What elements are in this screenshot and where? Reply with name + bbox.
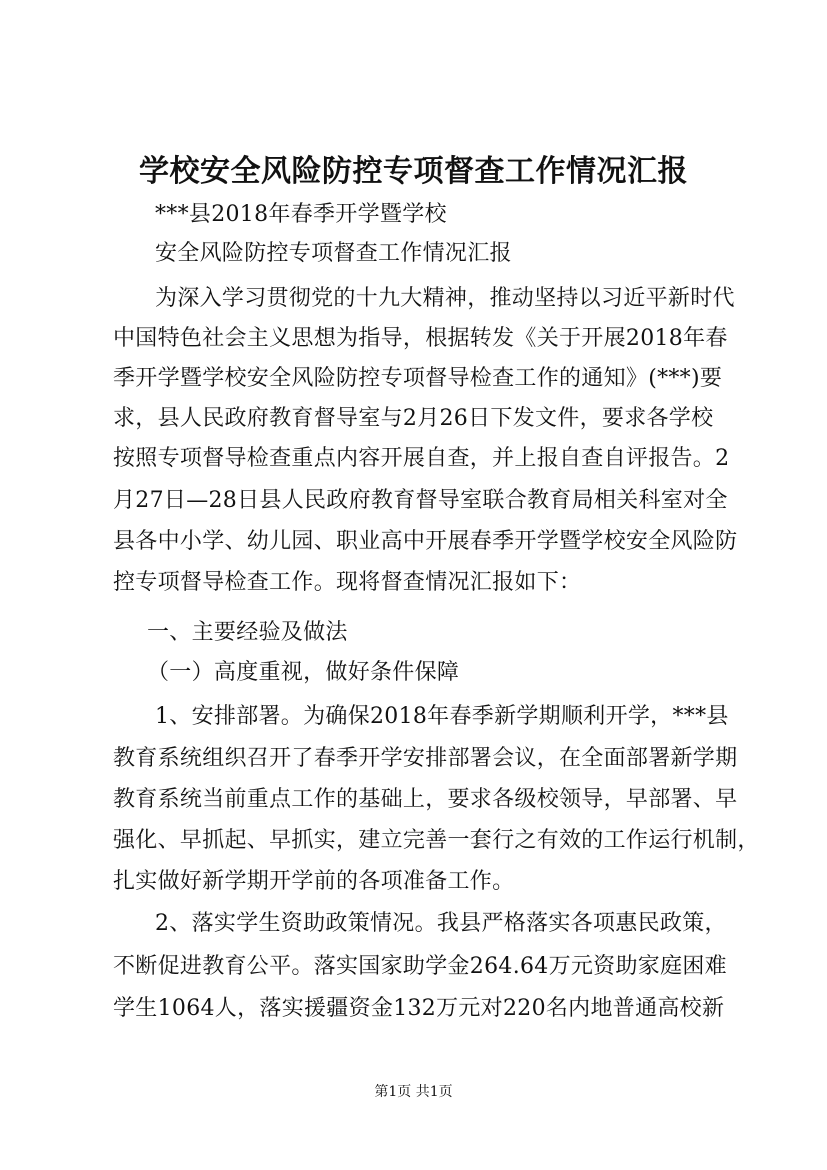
paragraph-line: 强化、早抓起、早抓实，建立完善一套行之有效的工作运行机制， — [113, 828, 760, 853]
paragraph-line: 求，县人民政府教育督导室与2月26日下发文件，要求各学校 — [113, 406, 714, 431]
paragraph-line: 月27日—28日县人民政府教育督导室联合教育局相关科室对全 — [113, 488, 728, 513]
paragraph-line: 1、安排部署。为确保2018年春季新学期顺利开学，***县 — [155, 704, 729, 729]
paragraph-line: 县各中小学、幼儿园、职业高中开展春季开学暨学校安全风险防 — [113, 529, 738, 554]
paragraph-line: 按照专项督导检查重点内容开展自查，并上报自查自评报告。2 — [113, 446, 730, 471]
document-title: 学校安全风险防控专项督查工作情况汇报 — [139, 154, 688, 189]
paragraph-line: 不断促进教育公平。落实国家助学金264.64万元资助家庭困难 — [113, 954, 727, 979]
paragraph-line: 学生1064人，落实援疆资金132万元对220名内地普通高校新 — [113, 996, 725, 1021]
paragraph-line: 中国特色社会主义思想为指导，根据转发《关于开展2018年春 — [113, 326, 728, 351]
paragraph-line: 控专项督导检查工作。现将督查情况汇报如下： — [113, 570, 582, 595]
paragraph-line: 教育系统当前重点工作的基础上，要求各级校领导，早部署、早 — [113, 787, 738, 812]
subtitle-line-1: ***县2018年春季开学暨学校 — [155, 202, 447, 227]
subsection-heading: （一）高度重视，做好条件保障 — [147, 660, 460, 685]
paragraph-line: 为深入学习贯彻党的十九大精神，推动坚持以习近平新时代 — [155, 286, 735, 311]
paragraph-line: 季开学暨学校安全风险防控专项督导检查工作的通知》(***)要 — [113, 366, 723, 391]
subtitle-line-2: 安全风险防控专项督查工作情况汇报 — [155, 241, 512, 266]
section-heading: 一、主要经验及做法 — [147, 620, 348, 645]
page-number: 第1页 共1页 — [374, 1084, 453, 1100]
paragraph-line: 教育系统组织召开了春季开学安排部署会议，在全面部署新学期 — [113, 746, 738, 771]
paragraph-line: 扎实做好新学期开学前的各项准备工作。 — [113, 869, 515, 894]
paragraph-line: 2、落实学生资助政策情况。我县严格落实各项惠民政策， — [155, 911, 727, 936]
